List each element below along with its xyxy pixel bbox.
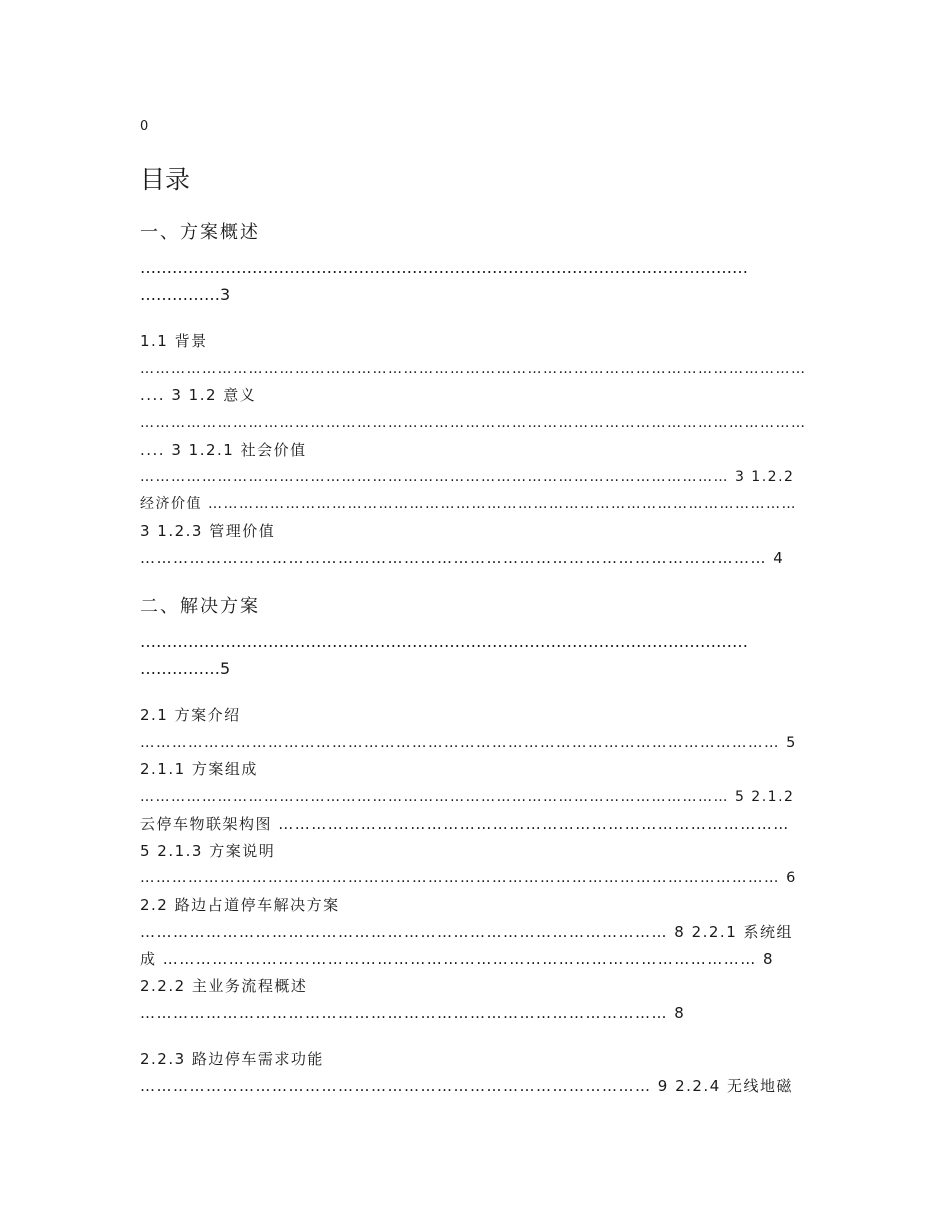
toc-entry: …………………………………………………………………………………… 8 <box>140 1004 686 1022</box>
toc-entry: 2.1.1 方案组成 <box>140 760 258 778</box>
toc-title: 目录 <box>140 165 191 194</box>
toc-entry: …………………………………………………………………………………………………… 3 1.2.2 <box>140 469 795 485</box>
toc-entry: 成 ……………………………………………………………………………………………… 8 <box>140 950 775 968</box>
toc-entry: 云停车物联架构图 ………………………………………………………………………………… <box>140 815 790 833</box>
toc-section-heading: 一、方案概述 <box>140 222 260 243</box>
toc-entry: 2.1 方案介绍 <box>140 706 241 724</box>
toc-entry: ………………………………………………………………………………………………………………… <box>140 361 807 377</box>
toc-entry: ………………………………………………………………………………………………………… 5 <box>140 735 797 751</box>
page-number: 0 <box>140 119 149 134</box>
toc-entry: …………………………………………………………………………………………………… 4 <box>140 549 785 567</box>
toc-entry: 2.2.2 主业务流程概述 <box>140 977 308 995</box>
toc-entry: 经济价值 …………………………………………………………………………………………………… <box>140 496 797 512</box>
toc-entry: ………………………………………………………………………………… 9 2.2.4 无线地磁 <box>140 1077 794 1095</box>
toc-leader-line: ……………3 <box>140 285 231 304</box>
toc-entry: 2.2 路边占道停车解决方案 <box>140 896 340 914</box>
toc-leader-line: …………………………………………………………………………………………………… <box>140 258 748 277</box>
toc-entry: …………………………………………………………………………………………………… 5 2.1.2 <box>140 789 795 805</box>
toc-entry: .... 3 1.2.1 社会价值 <box>140 441 307 459</box>
toc-entry: 5 2.1.3 方案说明 <box>140 842 276 860</box>
toc-leader-line: …………………………………………………………………………………………………… <box>140 632 748 651</box>
toc-leader-line: ……………5 <box>140 659 231 678</box>
toc-entry: 2.2.3 路边停车需求功能 <box>140 1050 324 1068</box>
toc-entry: 1.1 背景 <box>140 332 208 350</box>
toc-entry: .... 3 1.2 意义 <box>140 386 257 404</box>
toc-section-heading: 二、解决方案 <box>140 596 260 617</box>
toc-entry: ………………………………………………………………………………………………………………… <box>140 415 807 431</box>
toc-entry: 3 1.2.3 管理价值 <box>140 522 276 540</box>
toc-entry: …………………………………………………………………………………… 8 2.2.1 系统组 <box>140 923 794 941</box>
toc-entry: ………………………………………………………………………………………………………… 6 <box>140 870 797 886</box>
